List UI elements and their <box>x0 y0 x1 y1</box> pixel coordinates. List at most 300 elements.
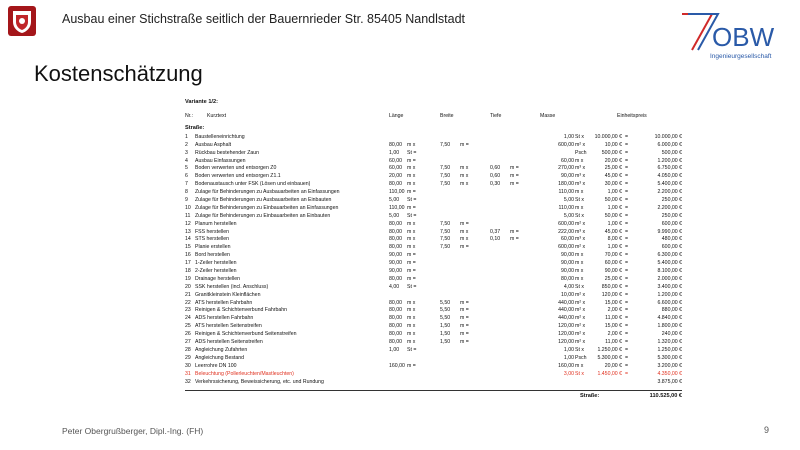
company-logo <box>678 10 790 62</box>
cell-nr: 16 <box>185 252 191 259</box>
cell-mass-unit: m² x <box>575 331 586 338</box>
cell-width: 7,50 <box>440 220 451 227</box>
cell-total: 5.400,00 € <box>657 260 682 267</box>
logo-subtext: Ingenieurgesellschaft <box>710 53 772 60</box>
cell-length: 5,00 <box>389 197 400 204</box>
cell-text: Baustelleneinrichtung <box>195 133 245 140</box>
cell-width-unit: m x <box>460 181 469 188</box>
cell-equals: = <box>625 346 629 353</box>
header-mass: Masse <box>540 113 556 119</box>
table-row <box>185 323 682 331</box>
cell-nr: 12 <box>185 220 191 227</box>
cell-total: 6.750,00 € <box>657 165 682 172</box>
cell-width-unit: m x <box>460 228 469 235</box>
cell-total: 6.000,00 € <box>657 141 682 148</box>
cell-text: 2-Zeiler herstellen <box>195 268 237 275</box>
cell-mass: 440,00 <box>558 307 574 314</box>
cell-unit-price: 60,00 € <box>604 260 622 267</box>
table-row <box>185 205 682 213</box>
cell-equals: = <box>625 291 629 298</box>
cell-equals: = <box>625 370 629 377</box>
cell-equals: = <box>625 141 629 148</box>
cell-mass-unit: Psch <box>575 149 587 156</box>
cell-text: Bord herstellen <box>195 252 230 259</box>
cell-mass-unit: m x <box>575 189 584 196</box>
cell-mass-unit: m x <box>575 260 584 267</box>
cell-mass: 600,00 <box>558 141 574 148</box>
cell-unit-price: 120,00 € <box>601 291 622 298</box>
cell-mass-unit: St x <box>575 212 584 219</box>
cell-unit-price: 1,00 € <box>607 204 622 211</box>
cell-length: 90,00 <box>389 252 402 259</box>
cell-mass-unit: m² x <box>575 220 586 227</box>
cell-mass: 270,00 <box>558 165 574 172</box>
cell-length: 80,00 <box>389 244 402 251</box>
cell-length-unit: m x <box>407 141 416 148</box>
table-row <box>185 173 682 181</box>
cell-mass: 90,00 <box>561 173 574 180</box>
cell-nr: 5 <box>185 165 188 172</box>
cell-mass-unit: m x <box>575 268 584 275</box>
cell-unit-price: 8,00 € <box>607 236 622 243</box>
cell-depth-unit: m = <box>510 181 519 188</box>
cell-total: 3.400,00 € <box>657 283 682 290</box>
cell-mass-unit: m³ x <box>575 181 586 188</box>
coat-of-arms-icon <box>8 6 36 36</box>
table-row <box>185 150 682 158</box>
cell-length-unit: m = <box>407 275 416 282</box>
table-row <box>185 363 682 371</box>
cell-width-unit: m = <box>460 307 469 314</box>
cell-equals: = <box>625 315 629 322</box>
cell-unit-price: 45,00 € <box>604 228 622 235</box>
sum-value: 110.525,00 € <box>649 393 682 400</box>
cell-equals: = <box>625 212 629 219</box>
cell-unit-price: 20,00 € <box>604 362 622 369</box>
page-title: Kostenschätzung <box>34 61 203 86</box>
cell-equals: = <box>625 299 629 306</box>
cell-text: Angleichung Bestand <box>195 354 245 361</box>
table-row <box>185 142 682 150</box>
cell-total: 8.100,00 € <box>657 268 682 275</box>
table-row <box>185 158 682 166</box>
cell-text: Rückbau bestehender Zaun <box>195 149 260 156</box>
cell-mass: 80,00 <box>561 275 574 282</box>
table-header <box>185 113 682 121</box>
table-row <box>185 221 682 229</box>
cell-mass-unit: m x <box>575 204 584 211</box>
cell-depth-unit: m = <box>510 228 519 235</box>
cell-depth-unit: m = <box>510 165 519 172</box>
table-row <box>185 252 682 260</box>
cell-unit-price: 10.000,00 € <box>594 133 622 140</box>
cell-unit-price: 50,00 € <box>604 197 622 204</box>
cell-text: Angleichung Zufahrten <box>195 346 248 353</box>
cell-mass-unit: m³ x <box>575 236 586 243</box>
cell-text: ADS herstellen Fahrbahn <box>195 315 254 322</box>
cell-unit-price: 15,00 € <box>604 299 622 306</box>
cost-estimate-document <box>185 99 682 402</box>
cell-width-unit: m = <box>460 141 469 148</box>
cell-length: 60,00 <box>389 165 402 172</box>
cell-nr: 26 <box>185 331 191 338</box>
cell-equals: = <box>625 149 629 156</box>
cell-nr: 17 <box>185 260 191 267</box>
cell-nr: 25 <box>185 323 191 330</box>
cell-equals: = <box>625 181 629 188</box>
cell-mass: 1,00 <box>563 346 574 353</box>
table-row <box>185 189 682 197</box>
cell-nr: 32 <box>185 378 191 385</box>
cell-mass: 160,00 <box>558 362 574 369</box>
cell-nr: 7 <box>185 181 188 188</box>
cell-mass-unit: m x <box>575 157 584 164</box>
table-row <box>185 300 682 308</box>
cell-equals: = <box>625 165 629 172</box>
cell-text: Reinigen & Schichtenverbund Seitenstreifen <box>195 331 297 338</box>
cell-mass-unit: Psch <box>575 354 587 361</box>
cell-total: 500,00 € <box>661 149 682 156</box>
cell-equals: = <box>625 339 629 346</box>
cell-width-unit: m x <box>460 165 469 172</box>
cell-mass: 90,00 <box>561 252 574 259</box>
cell-nr: 18 <box>185 268 191 275</box>
cell-text: Zulage für Behinderungen zu Einbauarbeiten an Einbauten <box>195 212 331 219</box>
cell-mass: 600,00 <box>558 244 574 251</box>
cell-width: 5,50 <box>440 307 451 314</box>
cell-length-unit: St = <box>407 197 417 204</box>
cell-total: 5.300,00 € <box>657 354 682 361</box>
cell-text: STS herstellen <box>195 236 230 243</box>
table-row <box>185 213 682 221</box>
cell-mass: 10,00 <box>561 291 574 298</box>
cell-text: Reinigen & Schichtenverbund Fahrbahn <box>195 307 287 314</box>
cell-nr: 4 <box>185 157 188 164</box>
cell-total: 250,00 € <box>661 197 682 204</box>
cell-length: 80,00 <box>389 236 402 243</box>
cell-text: Ausbau Einfassungen <box>195 157 246 164</box>
cell-text: Zulage für Behinderungen zu Ausbauarbeiten an Einbauten <box>195 197 332 204</box>
cell-total: 3.200,00 € <box>657 362 682 369</box>
cell-length-unit: m x <box>407 181 416 188</box>
cost-table-body <box>185 134 682 387</box>
cell-mass-unit: m x <box>575 252 584 259</box>
cell-width: 7,50 <box>440 181 451 188</box>
cell-total: 250,00 € <box>661 212 682 219</box>
table-row <box>185 244 682 252</box>
cell-length: 110,00 <box>389 204 405 211</box>
cell-length-unit: m x <box>407 323 416 330</box>
cell-equals: = <box>625 173 629 180</box>
cell-width-unit: m = <box>460 315 469 322</box>
cell-total: 600,00 € <box>661 220 682 227</box>
cell-length: 80,00 <box>389 315 402 322</box>
footer-author: Peter Obergrußberger, Dipl.-Ing. (FH) <box>62 426 204 436</box>
cell-length-unit: m x <box>407 339 416 346</box>
cell-length-unit: m x <box>407 315 416 322</box>
cell-equals: = <box>625 244 629 251</box>
cell-text: Bodenaustausch unter FSK (Lösen und einbauen) <box>195 181 311 188</box>
cell-unit-price: 2,00 € <box>607 307 622 314</box>
cell-length-unit: St = <box>407 212 417 219</box>
cell-equals: = <box>625 283 629 290</box>
cell-equals: = <box>625 260 629 267</box>
cell-mass: 222,00 <box>558 228 574 235</box>
cell-unit-price: 70,00 € <box>604 252 622 259</box>
table-row <box>185 236 682 244</box>
cell-nr: 20 <box>185 283 191 290</box>
cell-unit-price: 50,00 € <box>604 212 622 219</box>
cell-length: 80,00 <box>389 331 402 338</box>
cell-length: 80,00 <box>389 141 402 148</box>
cell-total: 600,00 € <box>661 244 682 251</box>
cell-mass-unit: St x <box>575 197 584 204</box>
cell-width-unit: m = <box>460 331 469 338</box>
cell-width-unit: m = <box>460 339 469 346</box>
cell-total: 4.840,00 € <box>657 315 682 322</box>
cell-unit-price: 5.300,00 € <box>597 354 622 361</box>
cell-nr: 6 <box>185 173 188 180</box>
cell-depth: 0,30 <box>490 181 501 188</box>
cell-nr: 24 <box>185 315 191 322</box>
cell-unit-price: 15,00 € <box>604 323 622 330</box>
cell-nr: 1 <box>185 133 188 140</box>
cell-total: 6.300,00 € <box>657 252 682 259</box>
cell-unit-price: 25,00 € <box>604 275 622 282</box>
cell-mass: 4,00 <box>563 283 574 290</box>
cell-mass-unit: m² x <box>575 299 586 306</box>
cell-nr: 30 <box>185 362 191 369</box>
cell-unit-price: 500,00 € <box>601 149 622 156</box>
cell-length-unit: m x <box>407 244 416 251</box>
cell-total: 3.875,00 € <box>657 378 682 385</box>
table-row <box>185 339 682 347</box>
cell-mass: 110,00 <box>558 204 574 211</box>
cell-mass: 120,00 <box>558 331 574 338</box>
cell-text: Zulage für Behinderungen zu Ausbauarbeiten an Einfassungen <box>195 189 340 196</box>
cell-text: Leerrohre DN 100 <box>195 362 237 369</box>
cell-total: 6.600,00 € <box>657 299 682 306</box>
cell-length-unit: m = <box>407 252 416 259</box>
cell-depth: 0,60 <box>490 173 501 180</box>
cell-nr: 19 <box>185 275 191 282</box>
cell-total: 2.000,00 € <box>657 275 682 282</box>
logo-text: OBW <box>712 22 775 52</box>
cell-width-unit: m = <box>460 244 469 251</box>
cell-total: 5.400,00 € <box>657 181 682 188</box>
cell-total: 1.200,00 € <box>657 157 682 164</box>
cell-mass: 1,00 <box>563 133 574 140</box>
table-row <box>185 331 682 339</box>
cell-nr: 3 <box>185 149 188 156</box>
cell-equals: = <box>625 157 629 164</box>
cell-unit-price: 10,00 € <box>604 141 622 148</box>
cell-length: 5,00 <box>389 212 400 219</box>
cell-length: 80,00 <box>389 339 402 346</box>
table-row <box>185 134 682 142</box>
cell-unit-price: 45,00 € <box>604 173 622 180</box>
cell-nr: 29 <box>185 354 191 361</box>
sum-row <box>185 390 682 402</box>
cell-equals: = <box>625 189 629 196</box>
cell-equals: = <box>625 275 629 282</box>
cell-text: Beleuchtung (Pollerleuchten/Mastleuchten) <box>195 370 294 377</box>
cell-length: 1,00 <box>389 346 400 353</box>
header-length: Länge <box>389 113 404 119</box>
cell-unit-price: 2,00 € <box>607 331 622 338</box>
cell-width: 7,50 <box>440 173 451 180</box>
cell-equals: = <box>625 228 629 235</box>
cell-length: 90,00 <box>389 260 402 267</box>
table-row <box>185 260 682 268</box>
cell-mass: 440,00 <box>558 299 574 306</box>
cell-unit-price: 25,00 € <box>604 165 622 172</box>
cell-mass: 1,00 <box>563 354 574 361</box>
sum-label: Straße: <box>580 393 600 400</box>
cell-nr: 14 <box>185 236 191 243</box>
cell-text: Zulage für Behinderungen zu Einbauarbeiten an Einfassungen <box>195 204 339 211</box>
cell-length-unit: m = <box>407 268 416 275</box>
cell-mass: 5,00 <box>563 197 574 204</box>
cell-equals: = <box>625 220 629 227</box>
cell-unit-price: 11,00 € <box>605 315 622 322</box>
cell-width-unit: m x <box>460 173 469 180</box>
header-depth: Tiefe <box>490 113 502 119</box>
cell-width: 7,50 <box>440 165 451 172</box>
cell-length: 80,00 <box>389 220 402 227</box>
cell-length-unit: m = <box>407 260 416 267</box>
cell-nr: 23 <box>185 307 191 314</box>
cell-length-unit: m x <box>407 307 416 314</box>
cell-depth-unit: m = <box>510 236 519 243</box>
header-nr: Nr.: <box>185 113 194 119</box>
cell-mass: 60,00 <box>561 157 574 164</box>
cell-equals: = <box>625 236 629 243</box>
cell-length-unit: St = <box>407 346 417 353</box>
cell-text: Planie erstellen <box>195 244 231 251</box>
cell-mass: 120,00 <box>558 339 574 346</box>
cell-length-unit: m x <box>407 299 416 306</box>
cell-mass: 440,00 <box>558 315 574 322</box>
table-row <box>185 315 682 323</box>
table-row <box>185 284 682 292</box>
cell-length: 60,00 <box>389 157 402 164</box>
cell-mass: 60,00 <box>561 236 574 243</box>
table-row <box>185 379 682 387</box>
cell-equals: = <box>625 307 629 314</box>
cell-nr: 11 <box>185 212 191 219</box>
cell-length-unit: m x <box>407 173 416 180</box>
cell-width-unit: m = <box>460 220 469 227</box>
cell-mass-unit: m² x <box>575 323 586 330</box>
cell-unit-price: 90,00 € <box>604 268 622 275</box>
cell-depth: 0,37 <box>490 228 501 235</box>
cell-mass-unit: m³ x <box>575 165 586 172</box>
cell-length: 80,00 <box>389 275 402 282</box>
cell-total: 1.800,00 € <box>657 323 682 330</box>
cell-mass-unit: St x <box>575 283 584 290</box>
cell-unit-price: 1.450,00 € <box>597 370 622 377</box>
cell-mass-unit: St x <box>575 370 584 377</box>
cell-depth: 0,10 <box>490 236 501 243</box>
cell-total: 240,00 € <box>661 331 682 338</box>
table-row <box>185 371 682 379</box>
cell-text: ATS herstellen Fahrbahn <box>195 299 253 306</box>
cell-total: 2.200,00 € <box>657 204 682 211</box>
cell-length-unit: m x <box>407 220 416 227</box>
cell-length: 80,00 <box>389 307 402 314</box>
cell-total: 880,00 € <box>661 307 682 314</box>
cell-mass-unit: m³ x <box>575 228 586 235</box>
cell-width: 5,50 <box>440 315 451 322</box>
cell-length: 90,00 <box>389 268 402 275</box>
cell-nr: 31 <box>185 370 191 377</box>
cell-width-unit: m = <box>460 299 469 306</box>
cell-nr: 10 <box>185 204 191 211</box>
cell-nr: 21 <box>185 291 191 298</box>
obw-logo-icon <box>678 10 790 62</box>
cell-depth-unit: m = <box>510 173 519 180</box>
cell-mass: 600,00 <box>558 220 574 227</box>
cell-total: 480,00 € <box>661 236 682 243</box>
cell-text: Verkehrssicherung, Beweissicherung, etc. und Rundung <box>195 378 324 385</box>
cell-nr: 8 <box>185 189 188 196</box>
cell-length-unit: m = <box>407 204 416 211</box>
cell-mass-unit: St x <box>575 346 584 353</box>
cell-text: ATS herstellen Seitenstreifen <box>195 323 262 330</box>
cell-unit-price: 850,00 € <box>601 283 622 290</box>
cell-total: 1.320,00 € <box>657 339 682 346</box>
cell-text: Granitkleinstein Kleinflächen <box>195 291 261 298</box>
header-title: Ausbau einer Stichstraße seitlich der Bauernrieder Str. 85405 Nandlstadt <box>62 12 466 26</box>
cell-length-unit: St = <box>407 149 417 156</box>
cell-mass: 180,00 <box>558 181 574 188</box>
cell-length-unit: m x <box>407 228 416 235</box>
table-row <box>185 307 682 315</box>
cell-length-unit: m = <box>407 189 416 196</box>
cell-width: 7,50 <box>440 236 451 243</box>
table-row <box>185 347 682 355</box>
cell-unit-price: 1,00 € <box>607 244 622 251</box>
cell-unit-price: 1,00 € <box>607 189 622 196</box>
cell-mass: 90,00 <box>561 260 574 267</box>
cell-equals: = <box>625 204 629 211</box>
table-row <box>185 165 682 173</box>
cell-nr: 13 <box>185 228 191 235</box>
cell-mass: 90,00 <box>561 268 574 275</box>
cell-mass: 5,00 <box>563 212 574 219</box>
cell-equals: = <box>625 354 629 361</box>
cell-nr: 28 <box>185 346 191 353</box>
cell-text: SSK herstellen (incl. Anschluss) <box>195 283 269 290</box>
cell-width-unit: m = <box>460 323 469 330</box>
cell-length: 80,00 <box>389 323 402 330</box>
cell-total: 1.200,00 € <box>657 291 682 298</box>
cell-equals: = <box>625 252 629 259</box>
cell-total: 4.350,00 € <box>657 370 682 377</box>
cell-text: Boden verwerten und entsorgen Z1.1 <box>195 173 281 180</box>
cell-nr: 9 <box>185 197 188 204</box>
cell-nr: 15 <box>185 244 191 251</box>
cell-mass: 3,00 <box>563 370 574 377</box>
cell-unit-price: 1,00 € <box>607 220 622 227</box>
cell-mass-unit: m² x <box>575 315 586 322</box>
table-row <box>185 229 682 237</box>
cell-text: Planum herstellen <box>195 220 237 227</box>
cell-text: 1-Zeiler herstellen <box>195 260 237 267</box>
cell-mass-unit: m² x <box>575 307 586 314</box>
cell-width: 7,50 <box>440 228 451 235</box>
